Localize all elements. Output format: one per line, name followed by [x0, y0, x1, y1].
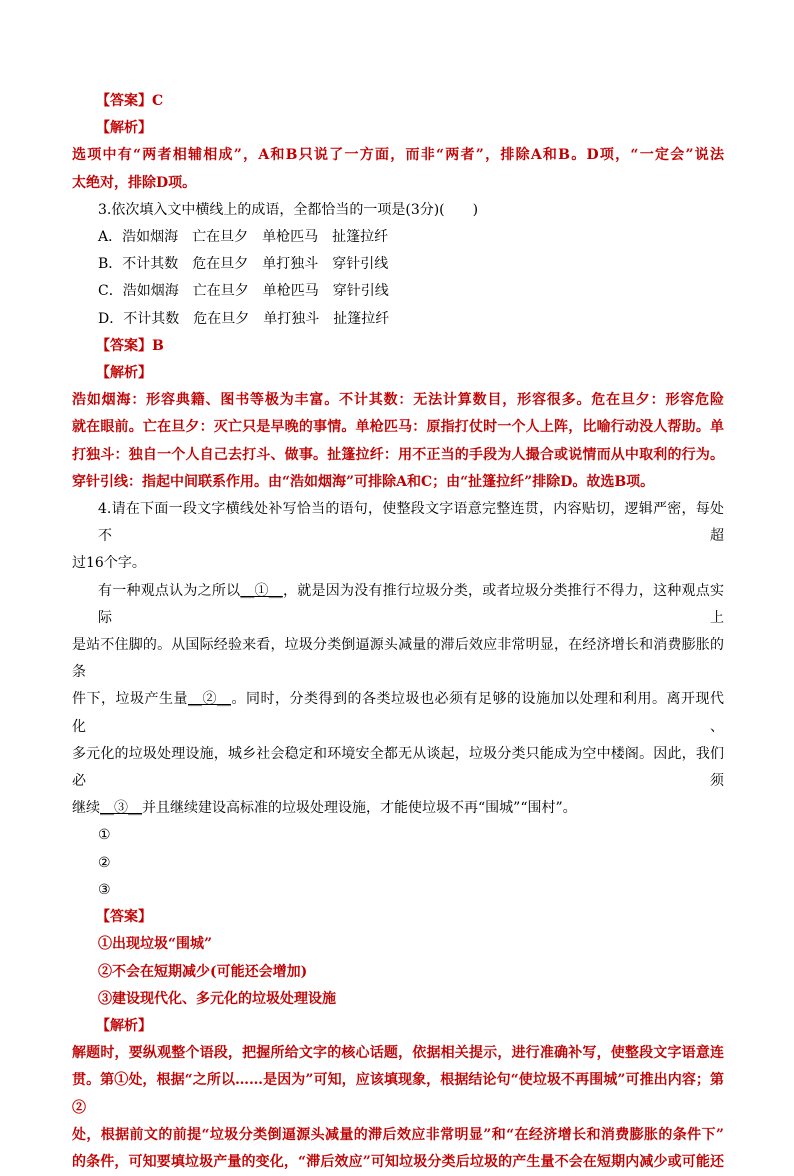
q4-passage-line: 多元化的垃圾处理设施，城乡社会稳定和环境安全都无从谈起，垃圾分类只能成为空中楼阁。因此，我们必须 [72, 745, 724, 790]
q4-passage-text: 并且继续建设高标准的垃圾处理设施，才能使垃圾不再“围城”“围村”。 [142, 800, 577, 817]
q4-passage-text: 。同时，分类得到的各类垃圾也必须有足够的设施加以处理和利用。离开现代化、 [72, 691, 724, 735]
q2-answer [72, 88, 724, 115]
q3-question: 3.依次填入文中横线上的成语，全都恰当的一项是(3分)( ) [98, 201, 479, 218]
q3-answer [72, 333, 724, 360]
q2-answer-value: C [152, 93, 164, 109]
q3-option-a: A．浩如烟海 亡在旦夕 单枪匹马 扯篷拉纤 [98, 229, 389, 246]
q3-analysis-line: 穿针引线：指起中间联系作用。由“浩如烟海”可排除A和C；由“扯篷拉纤”排除D。故选B项。 [72, 473, 655, 490]
q3-option-c: C．浩如烟海 亡在旦夕 单枪匹马 穿针引线 [98, 283, 389, 300]
q4-answer-label: 【答案】 [96, 909, 152, 926]
q3-analysis-label: 【解析】 [96, 365, 152, 382]
q4-question-line: 4.请在下面一段文字横线处补写恰当的语句，使整段文字语意完整连贯，内容贴切，逻辑严密，每处不超 [98, 501, 724, 545]
q4-passage-text: 有一种观点认为之所以 [98, 582, 241, 599]
q4-answer-1: ①出现垃圾“围城” [98, 936, 213, 953]
q3-answer-label: 【答案】 [96, 337, 152, 354]
q3-analysis-line: 打独斗：独自一个人自己去打斗、做事。扯篷拉纤：用不正当的手段为人撮合或说情而从中取利的行为。 [72, 446, 724, 463]
q4-passage-line [72, 795, 724, 822]
blank-2: __②__ [188, 691, 231, 708]
q2-analysis-label: 【解析】 [96, 120, 152, 137]
q4-passage-text: ，就是因为没有推行垃圾分类，或者垃圾分类推行不得力，这种观点实际上 [98, 582, 725, 626]
q4-passage-text: 继续 [72, 800, 100, 817]
q2-analysis-line: 选项中有“两者相辅相成”，A和B只说了一方面，而非“两者”，排除A和B。D项，“一定会”说法 [72, 147, 724, 164]
q3-option-b: B．不计其数 危在旦夕 单打独斗 穿针引线 [98, 256, 389, 273]
q4-analysis-label: 【解析】 [96, 1017, 152, 1034]
q2-answer-label: 【答案】 [96, 93, 152, 109]
q3-answer-value: B [152, 337, 164, 354]
q3-option-d: D．不计其数 危在旦夕 单打独斗 扯篷拉纤 [98, 310, 390, 327]
q4-analysis-line: 的条件，可知要填垃圾产量的变化，“滞后效应”可知垃圾分类后垃圾的产生量不会在短期内减少或可能还 [72, 1153, 724, 1170]
blank-3: __③__ [100, 800, 142, 817]
document-page [72, 88, 724, 1176]
blank-1: __①__ [240, 582, 283, 599]
q2-analysis-line: 太绝对，排除D项。 [72, 174, 197, 191]
q3-analysis-line: 浩如烟海：形容典籍、图书等极为丰富。不计其数：无法计算数目，形容很多。危在旦夕：形容危险 [72, 392, 724, 409]
q4-passage-line [72, 578, 724, 632]
q4-analysis-line: 贯。第①处，根据“之所以……是因为”可知，应该填现象，根据结论句“使垃圾不再围城”可推出内容；第② [72, 1072, 724, 1116]
q4-passage-line [72, 686, 724, 740]
q4-passage-line: 是站不住脚的。从国际经验来看，垃圾分类倒逼源头减量的滞后效应非常明显，在经济增长和消费膨胀的条 [72, 637, 724, 681]
q4-answer-2: ②不会在短期减少(可能还会增加) [98, 963, 308, 980]
q4-answer-3: ③建设现代化、多元化的垃圾处理设施 [98, 990, 336, 1007]
answer-slot-1: ① [98, 827, 111, 844]
q3-analysis-line: 就在眼前。亡在旦夕：灭亡只是早晚的事情。单枪匹马：原指打仗时一个人上阵，比喻行动没人帮助。单 [72, 419, 724, 436]
q4-question-line: 过16个字。 [72, 555, 146, 572]
q4-analysis-line: 解题时，要纵观整个语段，把握所给文字的核心话题，依据相关提示，进行准确补写，使整段文字语意连 [72, 1045, 724, 1062]
q4-analysis-line: 处，根据前文的前提“垃圾分类倒逼源头减量的滞后效应非常明显”和“在经济增长和消费膨胀的条件下” [72, 1126, 724, 1143]
q4-passage-text: 件下，垃圾产生量 [72, 691, 188, 708]
answer-slot-3: ③ [98, 881, 111, 898]
answer-slot-2: ② [98, 854, 111, 871]
